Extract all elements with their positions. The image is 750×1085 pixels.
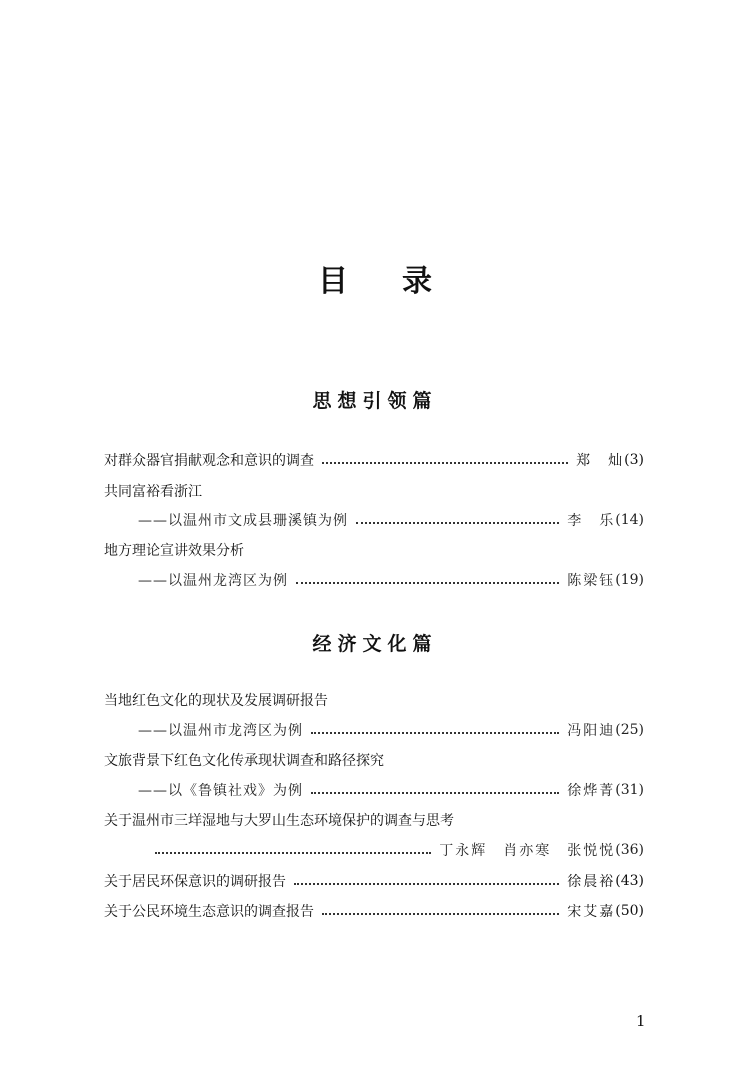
page-number: 1	[636, 1012, 646, 1030]
entry-title: 地方理论宣讲效果分析	[104, 543, 244, 559]
toc-entry[interactable]	[104, 688, 644, 712]
entry-title: 关于温州市三垟湿地与大罗山生态环境保护的调查与思考	[104, 813, 454, 829]
entry-page: (14)	[615, 512, 644, 528]
entry-author: 冯阳迪	[567, 723, 616, 739]
leader-dots	[296, 580, 559, 584]
entry-author: 徐晨裕	[567, 874, 616, 890]
toc-entry[interactable]	[104, 869, 644, 893]
entry-title: 文旅背景下红色文化传承现状调查和路径探究	[104, 753, 384, 769]
leader-dots	[155, 850, 431, 854]
toc-entry-subtitle[interactable]	[138, 508, 644, 532]
toc-entry-subtitle[interactable]	[138, 568, 644, 592]
entry-author: 丁永辉 肖亦寒 张悦悦	[439, 843, 616, 859]
title-char-1: 目	[318, 264, 348, 299]
entry-page: (19)	[615, 572, 644, 588]
leader-dots	[322, 911, 559, 915]
entry-subtitle: ——以温州龙湾区为例	[138, 573, 288, 589]
leader-dots	[294, 881, 559, 885]
toc-entry[interactable]	[104, 538, 644, 562]
section-heading-2: 经济文化篇	[312, 633, 438, 655]
toc-entry[interactable]	[104, 748, 644, 772]
entry-page: (31)	[615, 782, 644, 798]
section-heading-1: 思想引领篇	[312, 390, 438, 412]
toc-entry[interactable]	[104, 899, 644, 923]
entry-page: (25)	[615, 722, 644, 738]
leader-dots	[322, 460, 568, 464]
leader-dots	[356, 520, 559, 524]
entry-page: (36)	[615, 842, 644, 858]
entry-author: 徐烨菁	[567, 783, 616, 799]
title-char-2: 录	[402, 264, 432, 299]
entry-page: (3)	[624, 452, 644, 468]
entry-title: 关于居民环保意识的调研报告	[104, 874, 286, 890]
entry-author: 郑 灿	[576, 453, 625, 469]
toc-entry-subtitle[interactable]	[138, 718, 644, 742]
entry-title: 当地红色文化的现状及发展调研报告	[104, 693, 328, 709]
entry-title: 关于公民环境生态意识的调查报告	[104, 904, 314, 920]
entry-title: 共同富裕看浙江	[104, 484, 202, 500]
leader-dots	[311, 790, 559, 794]
entry-page: (50)	[615, 903, 644, 919]
leader-dots	[311, 730, 559, 734]
toc-entry-subtitle[interactable]	[155, 838, 644, 862]
toc-entry[interactable]	[104, 479, 644, 503]
page-title	[0, 256, 750, 300]
entry-author: 陈梁钰	[567, 573, 616, 589]
toc-entry-subtitle[interactable]	[138, 778, 644, 802]
entry-author: 李 乐	[567, 513, 616, 529]
entry-subtitle: ——以温州市文成县珊溪镇为例	[138, 513, 348, 529]
toc-entry[interactable]	[104, 808, 644, 832]
entry-title: 对群众器官捐献观念和意识的调查	[104, 453, 314, 469]
entry-subtitle: ——以温州市龙湾区为例	[138, 723, 303, 739]
toc-entry[interactable]	[104, 448, 644, 472]
entry-page: (43)	[615, 873, 644, 889]
entry-subtitle: ——以《鲁镇社戏》为例	[138, 783, 303, 799]
entry-author: 宋艾嘉	[567, 904, 616, 920]
